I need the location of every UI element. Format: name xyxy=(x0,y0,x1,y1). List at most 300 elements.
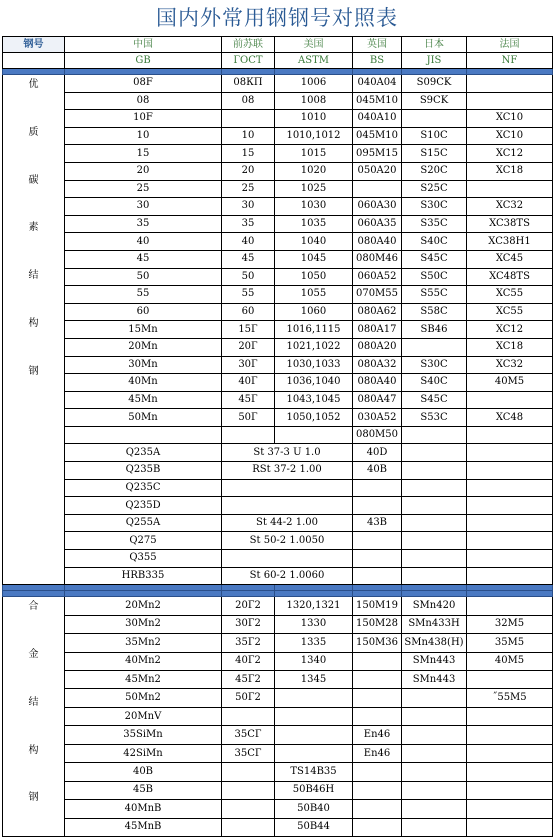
astm-grade: 1025 xyxy=(275,180,353,198)
gb-grade: 10F xyxy=(65,110,222,128)
page-title: 国内外常用钢钢号对照表 xyxy=(156,6,398,30)
astm-grade: 1340 xyxy=(275,652,353,670)
country-header: 英国 xyxy=(353,37,402,53)
nf-grade xyxy=(467,671,553,689)
bs-grade: 150M19 xyxy=(353,597,402,615)
standard-header: NF xyxy=(467,53,553,69)
country-header: 中国 xyxy=(65,37,222,53)
jis-grade: S55C xyxy=(402,286,467,304)
jis-grade xyxy=(402,110,467,128)
gb-grade: 08F xyxy=(65,75,222,93)
jis-grade: S25C xyxy=(402,180,467,198)
gost-grade: 15Г xyxy=(222,321,275,339)
astm-grade: 1040 xyxy=(275,233,353,251)
nf-grade: 40M5 xyxy=(467,652,553,670)
bs-grade xyxy=(353,818,402,837)
astm-grade: 1320,1321 xyxy=(275,597,353,615)
nf-grade xyxy=(467,426,553,444)
nf-grade: XC10 xyxy=(467,110,553,128)
astm-grade xyxy=(275,744,353,762)
gb-grade: 15Mn xyxy=(65,321,222,339)
table-row xyxy=(3,75,553,93)
gb-grade: 08 xyxy=(65,92,222,110)
table-row xyxy=(3,671,553,689)
category-char: 优 xyxy=(28,79,39,90)
gb-grade: 50 xyxy=(65,268,222,286)
table-row xyxy=(3,409,553,427)
steel-no-header: 钢号 xyxy=(3,37,65,53)
table-row xyxy=(3,634,553,652)
jis-grade xyxy=(402,818,467,837)
bs-grade: 095M15 xyxy=(353,145,402,163)
gost-grade: 50Г2 xyxy=(222,689,275,707)
bs-grade xyxy=(353,550,402,568)
bs-grade: 080A32 xyxy=(353,356,402,374)
gost-grade: 35Г2 xyxy=(222,634,275,652)
nf-grade: XC55 xyxy=(467,286,553,304)
jis-grade xyxy=(402,338,467,356)
bs-grade: 080M50 xyxy=(353,426,402,444)
gb-grade: 40 xyxy=(65,233,222,251)
blank-cell xyxy=(467,462,553,480)
blank-cell xyxy=(402,532,467,550)
table-row xyxy=(3,426,553,444)
table-row xyxy=(3,110,553,128)
table-row xyxy=(3,800,553,818)
category-char: 构 xyxy=(28,317,39,329)
jis-grade: S30C xyxy=(402,198,467,216)
bs-grade: 060A35 xyxy=(353,215,402,233)
category-char: 钢 xyxy=(28,365,39,377)
jis-grade xyxy=(402,426,467,444)
gost-grade: 35 xyxy=(222,215,275,233)
bs-grade: 040A10 xyxy=(353,110,402,128)
gb-grade: 20Mn2 xyxy=(65,597,222,615)
gb-grade: Q235A xyxy=(65,444,222,462)
standard-header: JIS xyxy=(402,53,467,69)
gb-grade: Q275 xyxy=(65,532,222,550)
table-row xyxy=(3,268,553,286)
gost-grade xyxy=(222,763,275,781)
nf-grade: XC48 xyxy=(467,409,553,427)
bs-grade xyxy=(353,671,402,689)
jis-grade xyxy=(402,744,467,762)
gost-grade: 35CГ xyxy=(222,726,275,744)
gost-grade: 40Г2 xyxy=(222,652,275,670)
gb-grade: 50Mn2 xyxy=(65,689,222,707)
din-grade: St 60-2 1.0060 xyxy=(222,567,353,585)
jis-grade xyxy=(402,763,467,781)
nf-grade: XC48TS xyxy=(467,268,553,286)
nf-grade xyxy=(467,391,553,409)
table-row xyxy=(3,744,553,762)
blank-cell xyxy=(402,497,467,515)
table-row xyxy=(3,781,553,799)
table-row xyxy=(3,532,553,550)
nf-grade: XC38H1 xyxy=(467,233,553,251)
blank-cell xyxy=(402,479,467,497)
nf-grade xyxy=(467,800,553,818)
astm-grade: 1015 xyxy=(275,145,353,163)
nf-grade: XC45 xyxy=(467,250,553,268)
category-char: 结 xyxy=(28,696,39,708)
gb-grade: 30Mn2 xyxy=(65,615,222,633)
jis-grade: S45C xyxy=(402,391,467,409)
table-row xyxy=(3,444,553,462)
astm-grade: 1006 xyxy=(275,75,353,93)
gost-grade: 50Г xyxy=(222,409,275,427)
jis-grade: S50C xyxy=(402,268,467,286)
gost-grade: 35CГ xyxy=(222,744,275,762)
blank-cell xyxy=(467,550,553,568)
gb-grade: 20Mn xyxy=(65,338,222,356)
table-row xyxy=(3,303,553,321)
nf-grade xyxy=(467,75,553,93)
jis-grade xyxy=(402,707,467,725)
gb-grade: 20 xyxy=(65,162,222,180)
bs-grade: En46 xyxy=(353,726,402,744)
jis-grade: S9CK xyxy=(402,92,467,110)
gb-grade: 40MnB xyxy=(65,800,222,818)
blank-cell xyxy=(3,53,65,69)
country-header: 日本 xyxy=(402,37,467,53)
astm-grade: 1016,1115 xyxy=(275,321,353,339)
table-row xyxy=(3,321,553,339)
gost-grade: 45Г xyxy=(222,391,275,409)
jis-grade: S58C xyxy=(402,303,467,321)
table-row xyxy=(3,567,553,585)
gost-grade: 55 xyxy=(222,286,275,304)
table-row xyxy=(3,763,553,781)
gb-grade: 35SiMn xyxy=(65,726,222,744)
table-row xyxy=(3,391,553,409)
bs-grade xyxy=(353,763,402,781)
gost-grade xyxy=(222,781,275,799)
gb-grade: 25 xyxy=(65,180,222,198)
jis-grade xyxy=(402,781,467,799)
table-row xyxy=(3,514,553,532)
astm-grade: 1050 xyxy=(275,268,353,286)
jis-grade: S40C xyxy=(402,233,467,251)
table-row xyxy=(3,162,553,180)
jis-grade: S45C xyxy=(402,250,467,268)
blank-cell xyxy=(467,532,553,550)
gb-grade: 55 xyxy=(65,286,222,304)
bs-grade: 030A52 xyxy=(353,409,402,427)
standard-header: GB xyxy=(65,53,222,69)
gb-grade: Q255A xyxy=(65,514,222,532)
nf-grade: 40M5 xyxy=(467,374,553,392)
gost-grade: 10 xyxy=(222,127,275,145)
jis-grade: SMn443 xyxy=(402,671,467,689)
gost-grade: 08 xyxy=(222,92,275,110)
jis-grade: S40C xyxy=(402,374,467,392)
din-grade xyxy=(222,497,353,515)
nf-grade: XC18 xyxy=(467,338,553,356)
country-header-row xyxy=(3,37,553,53)
astm-grade: 1035 xyxy=(275,215,353,233)
din-grade xyxy=(222,550,353,568)
gb-grade: 40B xyxy=(65,763,222,781)
table-row xyxy=(3,250,553,268)
bs-grade: 080A17 xyxy=(353,321,402,339)
gb-grade: 20MnV xyxy=(65,707,222,725)
table-row xyxy=(3,233,553,251)
astm-grade: 50B44 xyxy=(275,818,353,837)
astm-grade: 1055 xyxy=(275,286,353,304)
gost-grade: 40Г xyxy=(222,374,275,392)
astm-grade: 1045 xyxy=(275,250,353,268)
country-header: 前苏联 xyxy=(222,37,275,53)
nf-grade: 32M5 xyxy=(467,615,553,633)
astm-grade xyxy=(275,689,353,707)
gost-grade: 25 xyxy=(222,180,275,198)
bs-grade xyxy=(353,707,402,725)
jis-grade: S10C xyxy=(402,127,467,145)
bs-grade: 045M10 xyxy=(353,92,402,110)
gb-grade: 45B xyxy=(65,781,222,799)
gb-grade: 45Mn xyxy=(65,391,222,409)
category-char: 结 xyxy=(28,270,39,282)
din-grade: St 44-2 1.00 xyxy=(222,514,353,532)
nf-grade: XC55 xyxy=(467,303,553,321)
bs-grade xyxy=(353,781,402,799)
gb-grade: 40Mn2 xyxy=(65,652,222,670)
astm-grade: 1036,1040 xyxy=(275,374,353,392)
gost-grade: 60 xyxy=(222,303,275,321)
bs-grade: 050A20 xyxy=(353,162,402,180)
bs-grade: 060A52 xyxy=(353,268,402,286)
table-row xyxy=(3,180,553,198)
bs-grade: 040A04 xyxy=(353,75,402,93)
astm-grade: 1050,1052 xyxy=(275,409,353,427)
blank-cell xyxy=(402,550,467,568)
bs-grade: 070M55 xyxy=(353,286,402,304)
standard-header-row xyxy=(3,53,553,69)
table-row xyxy=(3,215,553,233)
gost-grade xyxy=(222,818,275,837)
bs-grade: 080A40 xyxy=(353,233,402,251)
gost-grade: 20Г xyxy=(222,338,275,356)
jis-grade: SMn438(H) xyxy=(402,634,467,652)
category-label xyxy=(3,75,65,585)
astm-grade: 1345 xyxy=(275,671,353,689)
bs-grade: 080A62 xyxy=(353,303,402,321)
gb-grade xyxy=(65,426,222,444)
gost-grade: 20 xyxy=(222,162,275,180)
astm-grade: 1335 xyxy=(275,634,353,652)
gb-grade: 45 xyxy=(65,250,222,268)
nf-grade: XC12 xyxy=(467,321,553,339)
blank-cell xyxy=(467,514,553,532)
blank-cell xyxy=(467,567,553,585)
bs-grade: 060A30 xyxy=(353,198,402,216)
table-row xyxy=(3,462,553,480)
blank-cell xyxy=(402,567,467,585)
category-char: 质 xyxy=(28,126,39,138)
gb-grade: 35 xyxy=(65,215,222,233)
nf-grade xyxy=(467,597,553,615)
gost-grade: 30Г2 xyxy=(222,615,275,633)
bs-grade: 40D xyxy=(353,444,402,462)
jis-grade: S15C xyxy=(402,145,467,163)
nf-grade: XC32 xyxy=(467,198,553,216)
nf-grade xyxy=(467,763,553,781)
table-row xyxy=(3,338,553,356)
gost-grade xyxy=(222,707,275,725)
category-char: 金 xyxy=(28,649,39,661)
jis-grade: SMn443 xyxy=(402,652,467,670)
astm-grade: 1030,1033 xyxy=(275,356,353,374)
jis-grade: S53C xyxy=(402,409,467,427)
bs-grade: 080A20 xyxy=(353,338,402,356)
astm-grade: TS14B35 xyxy=(275,763,353,781)
din-grade: RSt 37-2 1.00 xyxy=(222,462,353,480)
bs-grade: 080A47 xyxy=(353,391,402,409)
nf-grade: 35M5 xyxy=(467,634,553,652)
din-grade: St 50-2 1.0050 xyxy=(222,532,353,550)
gb-grade: 35Mn2 xyxy=(65,634,222,652)
gost-grade: 50 xyxy=(222,268,275,286)
standard-header: BS xyxy=(353,53,402,69)
category-char: 素 xyxy=(28,222,39,234)
bs-grade: 150M36 xyxy=(353,634,402,652)
jis-grade xyxy=(402,689,467,707)
bs-grade xyxy=(353,479,402,497)
gb-grade: 45Mn2 xyxy=(65,671,222,689)
astm-grade: 1010,1012 xyxy=(275,127,353,145)
astm-grade: 1030 xyxy=(275,198,353,216)
nf-grade xyxy=(467,744,553,762)
table-row xyxy=(3,652,553,670)
bs-grade: 150M28 xyxy=(353,615,402,633)
standard-header: ГОСТ xyxy=(222,53,275,69)
gost-grade xyxy=(222,110,275,128)
table-row xyxy=(3,550,553,568)
bs-grade: 080M46 xyxy=(353,250,402,268)
gb-grade: 50Mn xyxy=(65,409,222,427)
jis-grade: SMn420 xyxy=(402,597,467,615)
table-row xyxy=(3,597,553,615)
bs-grade xyxy=(353,532,402,550)
bs-grade: 43B xyxy=(353,514,402,532)
blank-cell xyxy=(467,497,553,515)
table-row xyxy=(3,707,553,725)
gb-grade: 15 xyxy=(65,145,222,163)
country-header: 法国 xyxy=(467,37,553,53)
table-row xyxy=(3,497,553,515)
blank-cell xyxy=(467,444,553,462)
jis-grade: S09CK xyxy=(402,75,467,93)
gb-grade: Q235C xyxy=(65,479,222,497)
nf-grade xyxy=(467,180,553,198)
gb-grade: 30 xyxy=(65,198,222,216)
jis-grade xyxy=(402,726,467,744)
table-row xyxy=(3,726,553,744)
gb-grade: Q235D xyxy=(65,497,222,515)
gb-grade: 10 xyxy=(65,127,222,145)
blank-cell xyxy=(402,444,467,462)
astm-grade: 1330 xyxy=(275,615,353,633)
din-grade xyxy=(222,479,353,497)
blank-cell xyxy=(402,514,467,532)
gost-grade: 08КП xyxy=(222,75,275,93)
gb-grade: 40Mn xyxy=(65,374,222,392)
jis-grade: SMn433H xyxy=(402,615,467,633)
astm-grade: 1008 xyxy=(275,92,353,110)
gb-grade: Q235B xyxy=(65,462,222,480)
table-row xyxy=(3,92,553,110)
table-row xyxy=(3,286,553,304)
nf-grade: XC38TS xyxy=(467,215,553,233)
gb-grade: 45MnB xyxy=(65,818,222,837)
table-row xyxy=(3,145,553,163)
table-row xyxy=(3,356,553,374)
category-label xyxy=(3,597,65,837)
nf-grade: XC18 xyxy=(467,162,553,180)
nf-grade xyxy=(467,726,553,744)
country-header: 美国 xyxy=(275,37,353,53)
nf-grade xyxy=(467,781,553,799)
nf-grade xyxy=(467,707,553,725)
bs-grade xyxy=(353,497,402,515)
astm-grade: 1060 xyxy=(275,303,353,321)
bs-grade xyxy=(353,180,402,198)
bs-grade: 080A40 xyxy=(353,374,402,392)
table-row xyxy=(3,374,553,392)
astm-grade: 1043,1045 xyxy=(275,391,353,409)
gb-grade: 60 xyxy=(65,303,222,321)
table-row xyxy=(3,818,553,837)
gb-grade: 42SiMn xyxy=(65,744,222,762)
nf-grade xyxy=(467,818,553,837)
category-char: 钢 xyxy=(28,792,39,804)
nf-grade: XC32 xyxy=(467,356,553,374)
gb-grade: HRB335 xyxy=(65,567,222,585)
gost-grade xyxy=(222,800,275,818)
astm-grade xyxy=(275,426,353,444)
bs-grade xyxy=(353,567,402,585)
astm-grade: 50B40 xyxy=(275,800,353,818)
gb-grade: Q355 xyxy=(65,550,222,568)
bs-grade: 045M10 xyxy=(353,127,402,145)
gost-grade: 40 xyxy=(222,233,275,251)
bs-grade xyxy=(353,800,402,818)
gost-grade: 45Г2 xyxy=(222,671,275,689)
astm-grade xyxy=(275,726,353,744)
jis-grade xyxy=(402,800,467,818)
jis-grade: SB46 xyxy=(402,321,467,339)
nf-grade xyxy=(467,92,553,110)
astm-grade: 1020 xyxy=(275,162,353,180)
nf-grade: ˝55M5 xyxy=(467,689,553,707)
gb-grade: 30Mn xyxy=(65,356,222,374)
standard-header: ASTM xyxy=(275,53,353,69)
table-row xyxy=(3,615,553,633)
category-char: 构 xyxy=(28,744,39,756)
table-row xyxy=(3,689,553,707)
bs-grade xyxy=(353,689,402,707)
bs-grade: En46 xyxy=(353,744,402,762)
gost-grade xyxy=(222,426,275,444)
jis-grade: S30C xyxy=(402,356,467,374)
din-grade: St 37-3 U 1.0 xyxy=(222,444,353,462)
gost-grade: 20Г2 xyxy=(222,597,275,615)
table-row xyxy=(3,479,553,497)
category-char: 合 xyxy=(28,601,39,613)
jis-grade: S35C xyxy=(402,215,467,233)
jis-grade: S20C xyxy=(402,162,467,180)
